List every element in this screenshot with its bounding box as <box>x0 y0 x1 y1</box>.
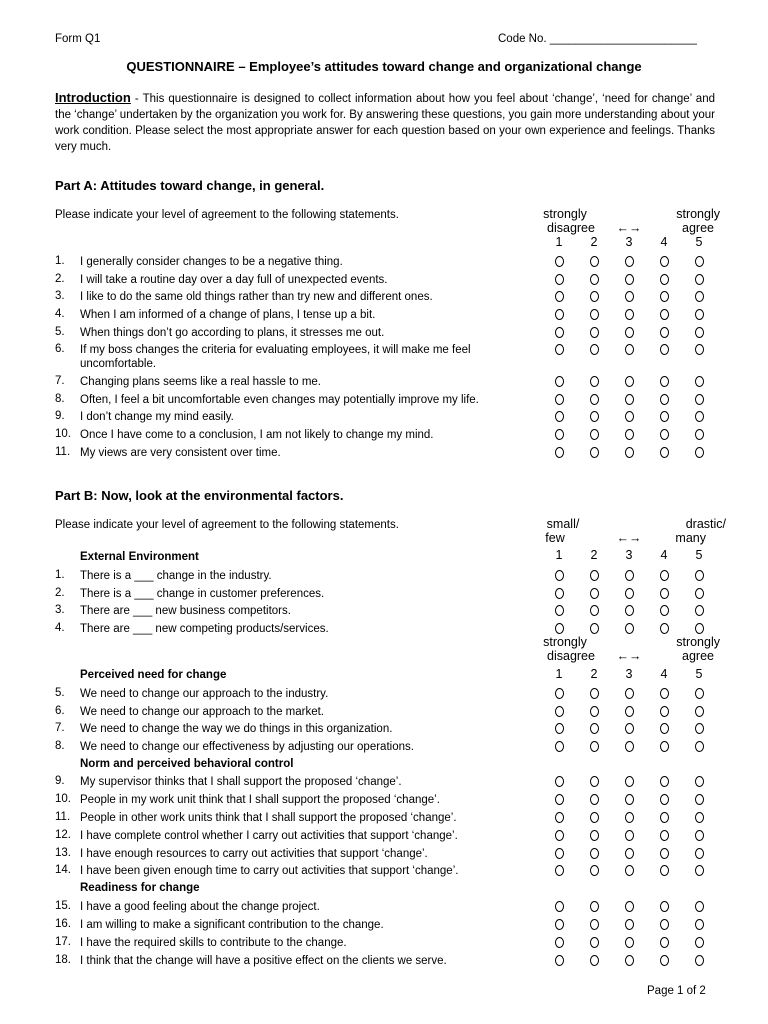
likert-option-3[interactable] <box>625 919 634 930</box>
likert-option-3[interactable] <box>625 411 634 422</box>
likert-option-1[interactable] <box>555 411 564 422</box>
likert-options <box>547 274 717 288</box>
question-text: People in my work unit think that I shall support the proposed ‘change’. <box>80 794 440 806</box>
question-number: 1. <box>55 255 65 267</box>
likert-option-5[interactable] <box>695 901 704 912</box>
question-number: 2. <box>55 587 65 599</box>
likert-option-2[interactable] <box>590 955 599 966</box>
likert-options <box>547 447 717 461</box>
likert-option-4[interactable] <box>660 291 669 302</box>
likert-option-5[interactable] <box>695 588 704 599</box>
likert-options <box>547 919 717 933</box>
likert-option-1[interactable] <box>555 309 564 320</box>
likert-option-3[interactable] <box>625 394 634 405</box>
likert-option-5[interactable] <box>695 688 704 699</box>
likert-option-1[interactable] <box>555 623 564 634</box>
likert-options <box>547 394 717 408</box>
likert-options <box>547 937 717 951</box>
part-b-scale-header-1 <box>540 517 726 563</box>
scale-number: 1 <box>555 548 563 562</box>
question-text: We need to change our effectiveness by adjusting our operations. <box>80 741 414 753</box>
question-number: 6. <box>55 705 65 717</box>
section-norm-control: Norm and perceived behavioral control <box>80 758 294 770</box>
likert-option-1[interactable] <box>555 570 564 581</box>
likert-option-2[interactable] <box>590 794 599 805</box>
likert-option-1[interactable] <box>555 274 564 285</box>
likert-option-1[interactable] <box>555 919 564 930</box>
likert-option-4[interactable] <box>660 327 669 338</box>
likert-option-5[interactable] <box>695 309 704 320</box>
scale-left-top: strongly <box>543 207 587 221</box>
likert-options <box>547 776 717 790</box>
question-number: 9. <box>55 410 65 422</box>
question-number: 4. <box>55 622 65 634</box>
likert-option-5[interactable] <box>695 706 704 717</box>
scale-left-bottom: disagree <box>547 649 595 663</box>
question-text: There are ___ new competing products/services. <box>80 623 329 635</box>
part-b-scale-header-2 <box>540 635 720 681</box>
likert-option-4[interactable] <box>660 605 669 616</box>
scale-left-top: strongly <box>543 635 587 649</box>
likert-option-4[interactable] <box>660 830 669 841</box>
question-number: 11. <box>55 446 71 458</box>
likert-option-1[interactable] <box>555 865 564 876</box>
likert-option-1[interactable] <box>555 955 564 966</box>
question-number: 8. <box>55 740 65 752</box>
likert-option-1[interactable] <box>555 688 564 699</box>
part-b-instruction: Please indicate your level of agreement to the following statements. <box>55 519 399 531</box>
likert-option-1[interactable] <box>555 741 564 752</box>
scale-right-top: drastic/ <box>685 517 726 531</box>
question-text: Once I have come to a conclusion, I am not likely to change my mind. <box>80 429 434 441</box>
question-number: 16. <box>55 918 71 930</box>
question-text: I have enough resources to carry out activities that support ‘change’. <box>80 848 428 860</box>
likert-option-5[interactable] <box>695 344 704 355</box>
question-text: Often, I feel a bit uncomfortable even changes may potentially improve my life. <box>80 394 479 406</box>
likert-option-4[interactable] <box>660 274 669 285</box>
likert-option-4[interactable] <box>660 706 669 717</box>
likert-option-3[interactable] <box>625 741 634 752</box>
question-text: We need to change our approach to the industry. <box>80 688 329 700</box>
likert-option-4[interactable] <box>660 919 669 930</box>
likert-options <box>547 327 717 341</box>
likert-option-3[interactable] <box>625 327 634 338</box>
likert-option-2[interactable] <box>590 429 599 440</box>
likert-option-2[interactable] <box>590 623 599 634</box>
likert-option-3[interactable] <box>625 376 634 387</box>
likert-options <box>547 344 717 358</box>
question-text: I don’t change my mind easily. <box>80 411 234 423</box>
scale-arrows: ←→ <box>616 531 642 545</box>
likert-option-1[interactable] <box>555 344 564 355</box>
question-number: 7. <box>55 722 65 734</box>
likert-option-5[interactable] <box>695 570 704 581</box>
likert-option-4[interactable] <box>660 865 669 876</box>
part-a-heading: Part A: Attitudes toward change, in general. <box>55 178 325 193</box>
likert-options <box>547 723 717 737</box>
question-number: 13. <box>55 847 71 859</box>
likert-options <box>547 706 717 720</box>
likert-option-2[interactable] <box>590 570 599 581</box>
question-text: When I am informed of a change of plans, I tense up a bit. <box>80 309 376 321</box>
likert-option-5[interactable] <box>695 327 704 338</box>
question-text: Changing plans seems like a real hassle to me. <box>80 376 321 388</box>
likert-option-4[interactable] <box>660 394 669 405</box>
question-text: If my boss changes the criteria for evaluating employees, it will make me feel uncomfortable. <box>80 344 471 370</box>
likert-option-2[interactable] <box>590 411 599 422</box>
likert-options <box>547 955 717 969</box>
scale-arrows: ←→ <box>616 649 642 663</box>
likert-option-3[interactable] <box>625 937 634 948</box>
question-text: I generally consider changes to be a negative thing. <box>80 256 343 268</box>
likert-option-1[interactable] <box>555 812 564 823</box>
likert-option-5[interactable] <box>695 274 704 285</box>
part-a-instruction: Please indicate your level of agreement to the following statements. <box>55 209 399 221</box>
page-title: QUESTIONNAIRE – Employee’s attitudes toward change and organizational change <box>126 59 642 74</box>
scale-arrows: ←→ <box>616 221 642 235</box>
likert-option-5[interactable] <box>695 955 704 966</box>
question-text: I am willing to make a significant contribution to the change. <box>80 919 384 931</box>
question-number: 6. <box>55 343 65 355</box>
likert-option-1[interactable] <box>555 776 564 787</box>
likert-option-3[interactable] <box>625 688 634 699</box>
question-number: 18. <box>55 954 71 966</box>
likert-option-5[interactable] <box>695 605 704 616</box>
scale-left-bottom: few <box>545 531 565 545</box>
likert-option-1[interactable] <box>555 723 564 734</box>
likert-option-5[interactable] <box>695 848 704 859</box>
likert-option-2[interactable] <box>590 447 599 458</box>
part-a-scale-header <box>540 207 720 253</box>
likert-option-3[interactable] <box>625 723 634 734</box>
likert-option-3[interactable] <box>625 447 634 458</box>
likert-option-2[interactable] <box>590 327 599 338</box>
likert-option-4[interactable] <box>660 901 669 912</box>
likert-option-2[interactable] <box>590 274 599 285</box>
likert-option-4[interactable] <box>660 411 669 422</box>
likert-option-5[interactable] <box>695 937 704 948</box>
likert-options <box>547 309 717 323</box>
likert-option-2[interactable] <box>590 776 599 787</box>
likert-option-4[interactable] <box>660 741 669 752</box>
likert-option-3[interactable] <box>625 309 634 320</box>
likert-option-2[interactable] <box>590 723 599 734</box>
likert-option-4[interactable] <box>660 309 669 320</box>
likert-option-5[interactable] <box>695 623 704 634</box>
likert-option-2[interactable] <box>590 605 599 616</box>
question-number: 8. <box>55 393 65 405</box>
likert-option-4[interactable] <box>660 588 669 599</box>
scale-number: 4 <box>660 548 668 562</box>
likert-option-4[interactable] <box>660 570 669 581</box>
likert-option-5[interactable] <box>695 447 704 458</box>
question-number: 11. <box>55 811 71 823</box>
likert-option-3[interactable] <box>625 291 634 302</box>
likert-options <box>547 812 717 826</box>
question-text: There is a ___ change in customer preferences. <box>80 588 325 600</box>
likert-options <box>547 291 717 305</box>
likert-option-2[interactable] <box>590 865 599 876</box>
likert-option-3[interactable] <box>625 706 634 717</box>
question-number: 10. <box>55 793 71 805</box>
likert-option-1[interactable] <box>555 706 564 717</box>
likert-options <box>547 256 717 270</box>
likert-option-2[interactable] <box>590 919 599 930</box>
likert-option-4[interactable] <box>660 955 669 966</box>
likert-option-2[interactable] <box>590 741 599 752</box>
scale-right-bottom: many <box>675 531 706 545</box>
likert-option-4[interactable] <box>660 848 669 859</box>
likert-option-4[interactable] <box>660 447 669 458</box>
question-text: When things don’t go according to plans, it stresses me out. <box>80 327 385 339</box>
likert-options <box>547 830 717 844</box>
likert-option-1[interactable] <box>555 429 564 440</box>
likert-option-5[interactable] <box>695 723 704 734</box>
likert-option-2[interactable] <box>590 309 599 320</box>
likert-option-1[interactable] <box>555 256 564 267</box>
part-b-heading: Part B: Now, look at the environmental factors. <box>55 488 344 503</box>
scale-number: 3 <box>625 548 633 562</box>
likert-option-2[interactable] <box>590 256 599 267</box>
likert-option-5[interactable] <box>695 394 704 405</box>
question-number: 12. <box>55 829 71 841</box>
likert-option-4[interactable] <box>660 776 669 787</box>
question-text: I have been given enough time to carry out activities that support ‘change’. <box>80 865 459 877</box>
likert-option-1[interactable] <box>555 794 564 805</box>
likert-option-1[interactable] <box>555 327 564 338</box>
likert-option-1[interactable] <box>555 376 564 387</box>
likert-options <box>547 901 717 915</box>
scale-right-top: strongly <box>676 635 720 649</box>
likert-option-4[interactable] <box>660 256 669 267</box>
likert-options <box>547 794 717 808</box>
question-text: My supervisor thinks that I shall support the proposed ‘change’. <box>80 776 402 788</box>
question-text: I have complete control whether I carry out activities that support ‘change’. <box>80 830 458 842</box>
likert-option-1[interactable] <box>555 588 564 599</box>
likert-option-5[interactable] <box>695 376 704 387</box>
question-number: 14. <box>55 864 71 876</box>
question-text: I have the required skills to contribute to the change. <box>80 937 347 949</box>
likert-option-3[interactable] <box>625 865 634 876</box>
likert-option-5[interactable] <box>695 776 704 787</box>
likert-option-1[interactable] <box>555 291 564 302</box>
likert-option-2[interactable] <box>590 901 599 912</box>
question-text: I like to do the same old things rather than try new and different ones. <box>80 291 433 303</box>
likert-options <box>547 411 717 425</box>
likert-options <box>547 741 717 755</box>
question-text: There are ___ new business competitors. <box>80 605 291 617</box>
question-number: 5. <box>55 326 65 338</box>
question-number: 4. <box>55 308 65 320</box>
question-text: We need to change the way we do things in this organization. <box>80 723 393 735</box>
likert-option-3[interactable] <box>625 274 634 285</box>
likert-option-4[interactable] <box>660 623 669 634</box>
scale-left-top: small/ <box>546 517 580 531</box>
likert-option-3[interactable] <box>625 776 634 787</box>
question-number: 3. <box>55 290 65 302</box>
likert-option-3[interactable] <box>625 901 634 912</box>
likert-options <box>547 865 717 879</box>
likert-options <box>547 623 717 637</box>
question-number: 17. <box>55 936 71 948</box>
question-text: I have a good feeling about the change project. <box>80 901 320 913</box>
section-readiness: Readiness for change <box>80 882 200 894</box>
scale-number: 4 <box>660 235 668 249</box>
likert-option-4[interactable] <box>660 688 669 699</box>
likert-option-2[interactable] <box>590 376 599 387</box>
likert-option-2[interactable] <box>590 344 599 355</box>
likert-option-1[interactable] <box>555 937 564 948</box>
likert-option-5[interactable] <box>695 830 704 841</box>
likert-option-3[interactable] <box>625 256 634 267</box>
question-number: 2. <box>55 273 65 285</box>
page-number: Page 1 of 2 <box>647 985 706 997</box>
question-number: 10. <box>55 428 71 440</box>
likert-option-3[interactable] <box>625 429 634 440</box>
section-perceived-need: Perceived need for change <box>80 669 227 681</box>
likert-option-2[interactable] <box>590 394 599 405</box>
likert-option-4[interactable] <box>660 429 669 440</box>
scale-right-bottom: agree <box>682 221 714 235</box>
likert-option-1[interactable] <box>555 830 564 841</box>
scale-number: 1 <box>555 235 563 249</box>
likert-option-5[interactable] <box>695 291 704 302</box>
likert-option-4[interactable] <box>660 937 669 948</box>
form-id: Form Q1 <box>55 33 101 45</box>
likert-option-3[interactable] <box>625 794 634 805</box>
question-text: I will take a routine day over a day full of unexpected events. <box>80 274 388 286</box>
section-external-environment: External Environment <box>80 551 199 563</box>
likert-option-1[interactable] <box>555 605 564 616</box>
likert-option-2[interactable] <box>590 830 599 841</box>
likert-option-3[interactable] <box>625 812 634 823</box>
scale-number: 2 <box>590 235 598 249</box>
likert-options <box>547 376 717 390</box>
scale-number: 2 <box>590 548 598 562</box>
scale-left-bottom: disagree <box>547 221 595 235</box>
likert-option-5[interactable] <box>695 865 704 876</box>
likert-option-3[interactable] <box>625 830 634 841</box>
likert-option-2[interactable] <box>590 588 599 599</box>
scale-number: 5 <box>695 235 703 249</box>
likert-option-5[interactable] <box>695 411 704 422</box>
question-text: There is a ___ change in the industry. <box>80 570 272 582</box>
likert-option-3[interactable] <box>625 588 634 599</box>
likert-option-2[interactable] <box>590 848 599 859</box>
introduction <box>55 90 715 155</box>
likert-option-2[interactable] <box>590 291 599 302</box>
scale-right-top: strongly <box>676 207 720 221</box>
likert-options <box>547 848 717 862</box>
scale-number: 1 <box>555 667 563 681</box>
question-text: We need to change our approach to the market. <box>80 706 324 718</box>
likert-option-1[interactable] <box>555 848 564 859</box>
likert-option-3[interactable] <box>625 955 634 966</box>
likert-option-1[interactable] <box>555 447 564 458</box>
question-number: 15. <box>55 900 71 912</box>
question-text: People in other work units think that I shall support the proposed ‘change’. <box>80 812 457 824</box>
likert-option-5[interactable] <box>695 429 704 440</box>
likert-option-3[interactable] <box>625 623 634 634</box>
likert-option-3[interactable] <box>625 848 634 859</box>
question-number: 3. <box>55 604 65 616</box>
likert-option-1[interactable] <box>555 394 564 405</box>
likert-option-4[interactable] <box>660 794 669 805</box>
intro-heading: Introduction <box>55 90 131 105</box>
likert-option-5[interactable] <box>695 812 704 823</box>
likert-option-4[interactable] <box>660 812 669 823</box>
intro-text: - This questionnaire is designed to collect information about how you feel about ‘change’, ‘need for change’ and the ‘change’ undertaken by the organization you work for. By answering these questions, you gain more understanding about your work condition. Please select the most appropriate answer for each question based on your own experience and feelings. Thanks very much. <box>55 93 715 153</box>
likert-options <box>547 429 717 443</box>
code-number-field: Code No. _______________________ <box>498 33 697 45</box>
likert-option-4[interactable] <box>660 723 669 734</box>
likert-option-1[interactable] <box>555 901 564 912</box>
likert-option-5[interactable] <box>695 741 704 752</box>
question-number: 5. <box>55 687 65 699</box>
likert-options <box>547 605 717 619</box>
likert-options <box>547 688 717 702</box>
question-number: 9. <box>55 775 65 787</box>
likert-option-3[interactable] <box>625 605 634 616</box>
likert-option-4[interactable] <box>660 344 669 355</box>
likert-option-4[interactable] <box>660 376 669 387</box>
scale-number: 5 <box>695 548 703 562</box>
scale-number: 4 <box>660 667 668 681</box>
scale-number: 2 <box>590 667 598 681</box>
scale-number: 3 <box>625 667 633 681</box>
likert-options <box>547 570 717 584</box>
likert-option-2[interactable] <box>590 688 599 699</box>
likert-option-5[interactable] <box>695 919 704 930</box>
likert-option-2[interactable] <box>590 937 599 948</box>
likert-option-3[interactable] <box>625 344 634 355</box>
scale-number: 5 <box>695 667 703 681</box>
likert-option-2[interactable] <box>590 812 599 823</box>
likert-option-5[interactable] <box>695 256 704 267</box>
scale-right-bottom: agree <box>682 649 714 663</box>
likert-option-5[interactable] <box>695 794 704 805</box>
likert-options <box>547 588 717 602</box>
question-text: I think that the change will have a positive effect on the clients we serve. <box>80 955 447 967</box>
question-text: My views are very consistent over time. <box>80 447 281 459</box>
likert-option-3[interactable] <box>625 570 634 581</box>
question-number: 7. <box>55 375 65 387</box>
question-number: 1. <box>55 569 65 581</box>
likert-option-2[interactable] <box>590 706 599 717</box>
scale-number: 3 <box>625 235 633 249</box>
